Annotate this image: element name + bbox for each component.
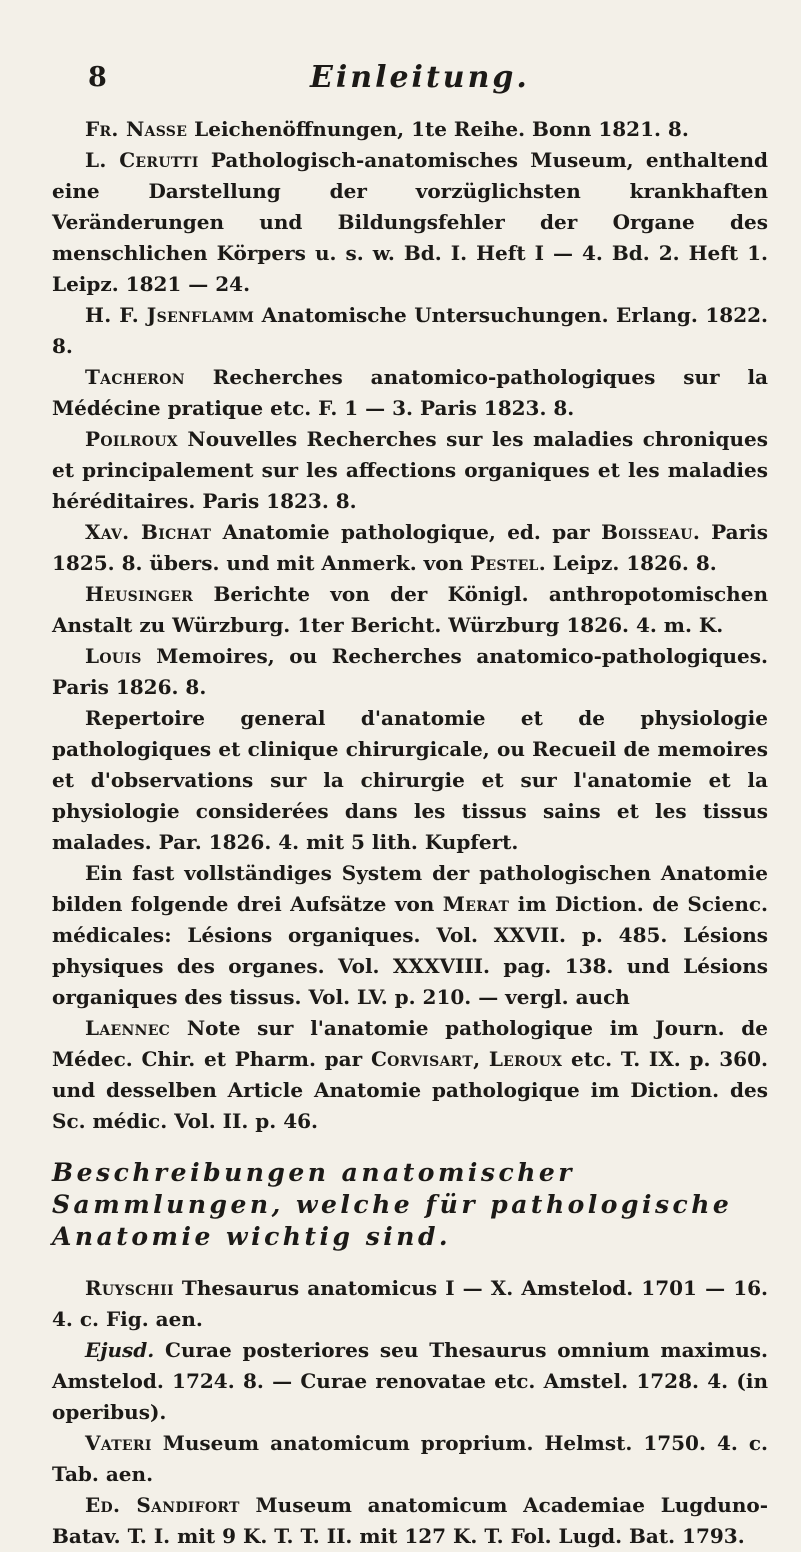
page-body [52,114,768,1552]
bibliography-entry: H. F. Jsenflamm Anatomische Untersuchungen. Erlang. 1822. 8. [52,303,768,358]
bibliography-entry: Heusinger Berichte von der Königl. anthropotomischen Anstalt zu Würzburg. 1ter Bericht. Würzburg 1826. 4. m. K. [52,582,768,637]
bibliography-entry: Xav. Bichat Anatomie pathologique, ed. par Boisseau. Paris 1825. 8. übers. und mit Anmerk. von Pestel. Leipz. 1826. 8. [52,520,769,575]
bibliography-entry: Vateri Museum anatomicum proprium. Helmst. 1750. 4. c. Tab. aen. [52,1431,768,1486]
bibliography-entry: L. Cerutti Pathologisch-anatomisches Museum, enthaltend eine Darstellung der vorzüglichsten krankhaften Veränderungen und Bildungsfehler der Organe des menschlichen Körpers u. s. w. Bd. I. Heft I — 4. Bd. 2. Heft 1. Leipz. 1821 — 24. [52,148,768,296]
bibliography-entry: Ruyschii Thesaurus anatomicus I — X. Amstelod. 1701 — 16. 4. c. Fig. aen. [52,1276,768,1331]
bibliography-entry: Ein fast vollständiges System der pathologischen Anatomie bilden folgende drei Aufsätze von Merat im Diction. de Scienc. médicales: Lésions organiques. Vol. XXVII. p. 485. Lésions physiques des organes. Vol. XXXVIII. pag. 138. und Lésions organiques des tissus. Vol. LV. p. 210. — vergl. auch [52,861,769,1009]
bibliography-entry: Laennec Note sur l'anatomie pathologique im Journ. de Médec. Chir. et Pharm. par Corvisart, Leroux etc. T. IX. p. 360. und desselben Article Anatomie pathologique im Diction. des Sc. médic. Vol. II. p. 46. [52,1016,768,1133]
bibliography-entry: Poilroux Nouvelles Recherches sur les maladies chroniques et principalement sur les affections organiques et les maladies héréditaires. Paris 1823. 8. [52,427,768,513]
bibliography-entry: Fr. Nasse Leichenöffnungen, 1te Reihe. Bonn 1821. 8. [85,117,689,141]
bibliography-entry: Ejusd. Curae posteriores seu Thesaurus omnium maximus. Amstelod. 1724. 8. — Curae renovatae etc. Amstel. 1728. 4. (in operibus). [52,1338,768,1424]
section-heading: Beschreibungen anatomischer Sammlungen, welche für pathologische Anatomie wichtig sind. [52,1158,733,1251]
bibliography-entry: Repertoire general d'anatomie et de physiologie pathologiques et clinique chirurgicale, ou Recueil de memoires et d'observations sur la chirurgie et sur l'anatomie et la physiologie considerées dans les tissus sains et les tissus malades. Par. 1826. 4. mit 5 lith. Kupfert. [52,706,768,854]
bibliography-entry: Tacheron Recherches anatomico-pathologiques sur la Médécine pratique etc. F. 1 — 3. Paris 1823. 8. [52,365,768,420]
bibliography-entry: Ed. Sandifort Museum anatomicum Academiae Lugduno-Batav. T. I. mit 9 K. T. T. II. mit 127 K. T. Fol. Lugd. Bat. 1793. [52,1493,769,1548]
page-number: 8 [88,62,107,93]
running-title: Einleitung. [310,60,530,95]
page-header [0,60,801,100]
bibliography-entry: Louis Memoires, ou Recherches anatomico-pathologiques. Paris 1826. 8. [52,644,768,699]
